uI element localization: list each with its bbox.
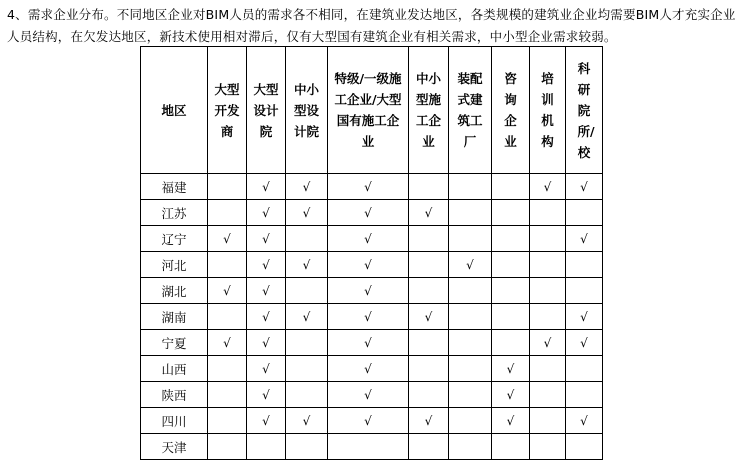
empty-cell	[409, 434, 449, 460]
check-mark-cell: √	[328, 278, 409, 304]
empty-cell	[208, 252, 247, 278]
empty-cell	[566, 200, 603, 226]
region-cell: 江苏	[141, 200, 208, 226]
check-mark-cell: √	[286, 408, 328, 434]
empty-cell	[208, 356, 247, 382]
check-mark-cell: √	[247, 278, 286, 304]
demand-table	[140, 46, 603, 460]
check-mark-cell: √	[208, 278, 247, 304]
empty-cell	[449, 330, 492, 356]
empty-cell	[286, 330, 328, 356]
empty-cell	[286, 226, 328, 252]
empty-cell	[449, 226, 492, 252]
region-cell: 湖南	[141, 304, 208, 330]
empty-cell	[492, 434, 530, 460]
empty-cell	[449, 356, 492, 382]
empty-cell	[449, 304, 492, 330]
empty-cell	[449, 434, 492, 460]
header-row	[141, 47, 603, 174]
empty-cell	[409, 356, 449, 382]
region-cell: 辽宁	[141, 226, 208, 252]
table-row	[141, 174, 603, 200]
check-mark-cell: √	[247, 226, 286, 252]
check-mark-cell: √	[328, 382, 409, 408]
col-header-prefab-factory: 装配式建筑工厂	[449, 47, 492, 174]
check-mark-cell: √	[328, 304, 409, 330]
empty-cell	[409, 226, 449, 252]
region-cell: 河北	[141, 252, 208, 278]
empty-cell	[208, 304, 247, 330]
check-mark-cell: √	[328, 252, 409, 278]
empty-cell	[449, 200, 492, 226]
empty-cell	[449, 382, 492, 408]
check-mark-cell: √	[566, 304, 603, 330]
empty-cell	[530, 356, 566, 382]
check-mark-cell: √	[286, 252, 328, 278]
check-mark-cell: √	[566, 174, 603, 200]
check-mark-cell: √	[566, 226, 603, 252]
empty-cell	[449, 278, 492, 304]
table-row	[141, 434, 603, 460]
empty-cell	[492, 200, 530, 226]
empty-cell	[208, 434, 247, 460]
check-mark-cell: √	[409, 408, 449, 434]
col-header-top-construction: 特级/一级施工企业/大型国有施工企业	[328, 47, 409, 174]
check-mark-cell: √	[328, 174, 409, 200]
table-row	[141, 304, 603, 330]
check-mark-cell: √	[208, 330, 247, 356]
region-cell: 福建	[141, 174, 208, 200]
table-row	[141, 252, 603, 278]
table-row	[141, 408, 603, 434]
empty-cell	[530, 226, 566, 252]
check-mark-cell: √	[328, 330, 409, 356]
check-mark-cell: √	[286, 200, 328, 226]
table-row	[141, 330, 603, 356]
check-mark-cell: √	[566, 408, 603, 434]
table-row	[141, 382, 603, 408]
empty-cell	[286, 434, 328, 460]
empty-cell	[328, 434, 409, 460]
col-header-small-design-institute: 中小型设计院	[286, 47, 328, 174]
col-header-small-construction: 中小型施工企业	[409, 47, 449, 174]
table-row	[141, 278, 603, 304]
col-header-region: 地区	[141, 47, 208, 174]
region-cell: 宁夏	[141, 330, 208, 356]
empty-cell	[530, 382, 566, 408]
check-mark-cell: √	[247, 382, 286, 408]
empty-cell	[492, 278, 530, 304]
empty-cell	[286, 382, 328, 408]
check-mark-cell: √	[566, 330, 603, 356]
empty-cell	[530, 304, 566, 330]
col-header-consulting: 咨询企业	[492, 47, 530, 174]
check-mark-cell: √	[247, 252, 286, 278]
empty-cell	[530, 434, 566, 460]
empty-cell	[409, 382, 449, 408]
col-header-research: 科研院所/校	[566, 47, 603, 174]
check-mark-cell: √	[247, 356, 286, 382]
check-mark-cell: √	[492, 356, 530, 382]
region-cell: 山西	[141, 356, 208, 382]
empty-cell	[208, 174, 247, 200]
empty-cell	[247, 434, 286, 460]
demand-table-container	[140, 46, 603, 460]
empty-cell	[286, 278, 328, 304]
empty-cell	[492, 304, 530, 330]
empty-cell	[530, 252, 566, 278]
empty-cell	[208, 382, 247, 408]
check-mark-cell: √	[492, 382, 530, 408]
empty-cell	[409, 278, 449, 304]
check-mark-cell: √	[530, 174, 566, 200]
empty-cell	[449, 174, 492, 200]
empty-cell	[492, 174, 530, 200]
region-cell: 湖北	[141, 278, 208, 304]
table-row	[141, 226, 603, 252]
region-cell: 天津	[141, 434, 208, 460]
region-cell: 四川	[141, 408, 208, 434]
check-mark-cell: √	[247, 174, 286, 200]
empty-cell	[492, 330, 530, 356]
check-mark-cell: √	[328, 226, 409, 252]
check-mark-cell: √	[449, 252, 492, 278]
empty-cell	[566, 252, 603, 278]
table-body	[141, 174, 603, 460]
empty-cell	[530, 408, 566, 434]
check-mark-cell: √	[328, 356, 409, 382]
empty-cell	[566, 278, 603, 304]
empty-cell	[409, 252, 449, 278]
col-header-training: 培训机构	[530, 47, 566, 174]
col-header-large-design-institute: 大型设计院	[247, 47, 286, 174]
check-mark-cell: √	[247, 304, 286, 330]
check-mark-cell: √	[530, 330, 566, 356]
table-row	[141, 200, 603, 226]
col-header-large-developer: 大型开发商	[208, 47, 247, 174]
check-mark-cell: √	[492, 408, 530, 434]
check-mark-cell: √	[328, 408, 409, 434]
check-mark-cell: √	[286, 304, 328, 330]
empty-cell	[566, 434, 603, 460]
check-mark-cell: √	[409, 200, 449, 226]
intro-paragraph: 4、需求企业分布。不同地区企业对BIM人员的需求各不相同，在建筑业发达地区，各类规模的建筑业企业均需要BIM人才充实企业人员结构，在欠发达地区，新技术使用相对滞后，仅有大型国有建筑企业有相关需求，中小型企业需求较弱。	[7, 7, 736, 44]
check-mark-cell: √	[286, 174, 328, 200]
empty-cell	[409, 330, 449, 356]
check-mark-cell: √	[328, 200, 409, 226]
empty-cell	[286, 356, 328, 382]
empty-cell	[208, 408, 247, 434]
check-mark-cell: √	[208, 226, 247, 252]
check-mark-cell: √	[247, 408, 286, 434]
empty-cell	[492, 252, 530, 278]
empty-cell	[208, 200, 247, 226]
region-cell: 陕西	[141, 382, 208, 408]
empty-cell	[449, 408, 492, 434]
empty-cell	[566, 382, 603, 408]
empty-cell	[530, 200, 566, 226]
check-mark-cell: √	[247, 330, 286, 356]
check-mark-cell: √	[409, 304, 449, 330]
empty-cell	[409, 174, 449, 200]
check-mark-cell: √	[247, 200, 286, 226]
table-row	[141, 356, 603, 382]
empty-cell	[492, 226, 530, 252]
empty-cell	[530, 278, 566, 304]
empty-cell	[566, 356, 603, 382]
